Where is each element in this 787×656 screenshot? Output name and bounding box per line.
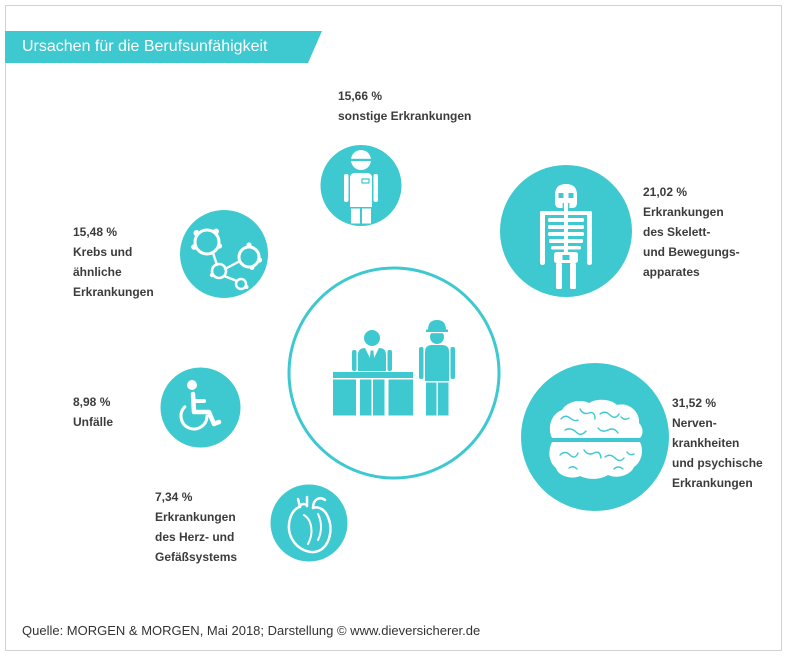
label-sonstige-erkrankungen [338,86,471,126]
category-label-line: krankheiten [672,436,740,450]
rib [549,239,583,243]
bubble-unfaelle [161,368,241,448]
surgeon-leg-left [351,209,360,224]
category-label-line: apparates [643,265,700,279]
value-unit: % [106,225,118,239]
label-krebs [73,222,154,302]
worker-arm-right [388,350,393,371]
value-number: 8,98 [73,395,97,409]
value-unit: % [705,396,717,410]
value-unit: % [99,395,111,409]
skull [555,184,577,208]
value-number: 21,02 [643,185,674,199]
value-unit: % [181,490,193,504]
category-label-line: Erkrankungen [643,205,724,219]
skeleton-leg-left [556,263,562,289]
surgeon-arm-left [344,174,349,202]
skeleton-arm-left [540,213,545,265]
surgeon-leg-right [362,209,371,224]
value-number: 15,66 [338,89,369,103]
skeleton-arm-right [587,213,592,265]
value-label [338,86,471,106]
rib [548,225,584,229]
desk-panel-right [389,380,414,416]
craftsman-arm-left [419,347,424,379]
worker-leg-left [360,380,372,416]
category-label-line: Gefäßsystems [155,550,238,564]
value-unit: % [676,185,688,199]
worker-head [364,330,380,346]
wheelchair-person-head [187,380,197,390]
value-label [73,222,154,242]
category-label-line: ähnliche [73,265,122,279]
slice-unfaelle [161,368,241,448]
desk-top [333,372,413,378]
slice-sonstige-erkrankungen [321,145,402,226]
slice-krebs [180,210,268,298]
category-label-line: Erkrankungen [73,285,154,299]
rib [551,246,581,250]
skull-eye-left [559,193,564,198]
category-label-line: Unfälle [73,415,114,429]
collarbone [540,211,592,215]
label-nervenkrankheiten-psychische [672,393,763,493]
label-herz-gefaesssystem [155,487,237,567]
office-worker-and-craftsman-icon [333,320,455,416]
surgeon-arm-right [374,174,379,202]
slice-herz-gefaesssystem [271,485,348,562]
rib [548,218,584,222]
skeleton-leg-right [570,263,576,289]
desk-panel-left [333,380,356,416]
value-number: 7,34 [155,490,179,504]
center-group [289,268,499,478]
category-label-line: Krebs und [73,245,133,259]
bubble-herz-gefaesssystem [271,485,348,562]
rib [548,232,584,236]
category-label-line: des Skelett- [643,225,711,239]
value-label [672,393,763,413]
craftsman-leg-right [438,383,449,416]
office-worker-icon [333,330,413,416]
category-label-line: des Herz- und [155,530,235,544]
slice-skelett-bewegungsapparat [500,165,632,297]
surgeon-torso [350,173,372,207]
worker-leg-right [373,380,385,416]
value-number: 15,48 [73,225,104,239]
value-label [643,182,740,202]
skull-eye-right [569,193,574,198]
craftsman-leg-left [426,383,437,416]
bubble-krebs [180,210,268,298]
value-label [73,392,113,412]
craftsman-arm-right [451,347,456,379]
value-label [155,487,237,507]
value-number: 31,52 [672,396,703,410]
label-unfaelle [73,392,113,432]
category-label-line: Erkrankungen [672,476,753,490]
source-note: Quelle: MORGEN & MORGEN, Mai 2018; Darstellung © www.dieversicherer.de [22,623,481,638]
category-label-line: sonstige Erkrankungen [338,109,472,123]
chart-title: Ursachen für die Berufsunfähigkeit [22,38,268,55]
hard-hat [428,320,446,330]
craftsman-icon [419,320,455,416]
brain-lower-half [549,442,642,479]
category-label-line: Nerven- [672,416,717,430]
category-label-line: und psychische [672,456,763,470]
craftsman-torso [425,345,449,381]
label-skelett-bewegungsapparat [643,182,740,282]
category-label-line: und Bewegungs- [643,245,740,259]
value-unit: % [371,89,383,103]
worker-arm-left [352,350,357,371]
slice-nervenkrankheiten-psychische [521,363,669,511]
category-label-line: Erkrankungen [155,510,236,524]
surgeon-mask-edge [350,159,372,161]
